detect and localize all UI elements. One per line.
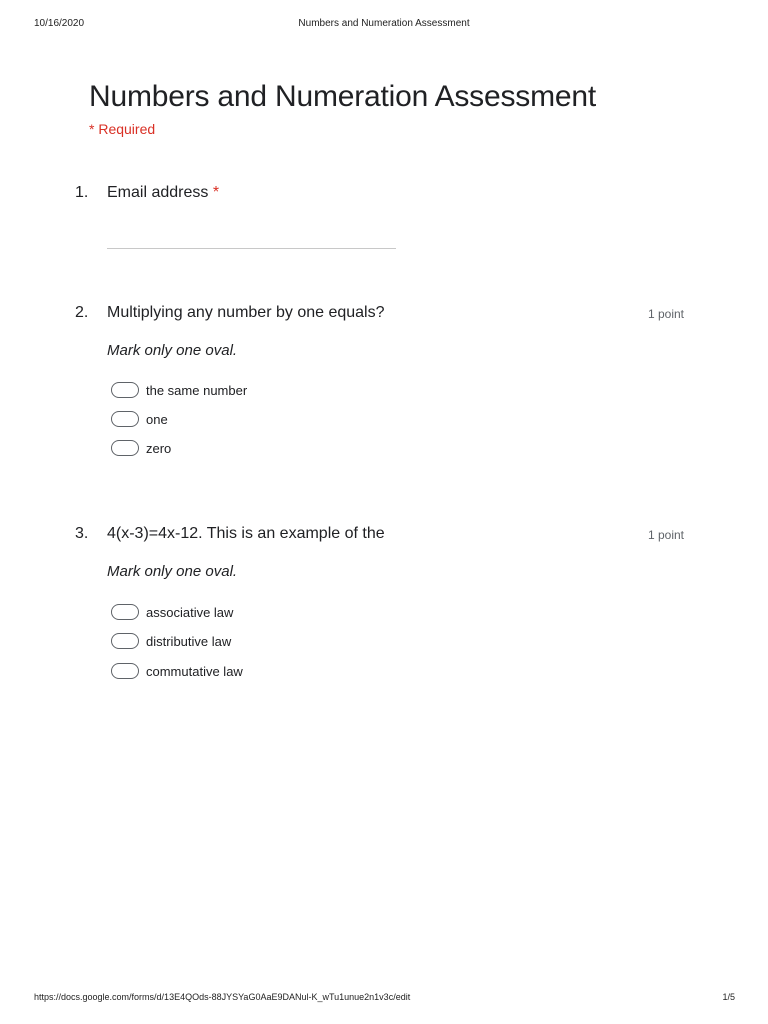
- oval-radio[interactable]: [111, 382, 139, 398]
- question-text: [107, 184, 219, 202]
- form-title: Numbers and Numeration Assessment: [89, 80, 596, 113]
- oval-radio[interactable]: [111, 663, 139, 679]
- required-note: * Required: [89, 121, 156, 137]
- oval-radio[interactable]: [111, 633, 139, 649]
- print-title: Numbers and Numeration Assessment: [298, 18, 470, 29]
- option-label: zero: [146, 441, 172, 456]
- question-instruction: Mark only one oval.: [107, 342, 238, 359]
- print-date: 10/16/2020: [34, 18, 85, 29]
- question-number: 3.: [75, 525, 89, 542]
- question-instruction: Mark only one oval.: [107, 563, 238, 580]
- print-footer: [0, 992, 768, 1006]
- question-number: 2.: [75, 304, 89, 321]
- email-answer-line[interactable]: [107, 248, 396, 249]
- question-text: 4(x-3)=4x-12. This is an example of the: [107, 525, 385, 542]
- required-star: *: [212, 184, 220, 201]
- oval-radio[interactable]: [111, 411, 139, 427]
- oval-radio[interactable]: [111, 440, 139, 456]
- question-points: 1 point: [647, 307, 684, 321]
- question-label: Email address: [107, 184, 209, 201]
- print-header: [0, 18, 768, 32]
- option-label: commutative law: [146, 664, 243, 679]
- oval-radio[interactable]: [111, 604, 139, 620]
- print-url: https://docs.google.com/forms/d/13E4QOds-88JYSYaG0AaE9DANul-K_wTu1unue2n1v3c/edit: [34, 992, 411, 1002]
- option-label: one: [146, 412, 168, 427]
- question-points: 1 point: [647, 528, 684, 542]
- question-number: 1.: [75, 184, 89, 201]
- option-label: the same number: [146, 383, 248, 398]
- option-label: associative law: [146, 605, 234, 620]
- question-text: Multiplying any number by one equals?: [107, 304, 385, 321]
- option-label: distributive law: [146, 634, 232, 649]
- print-page-number: 1/5: [722, 992, 735, 1002]
